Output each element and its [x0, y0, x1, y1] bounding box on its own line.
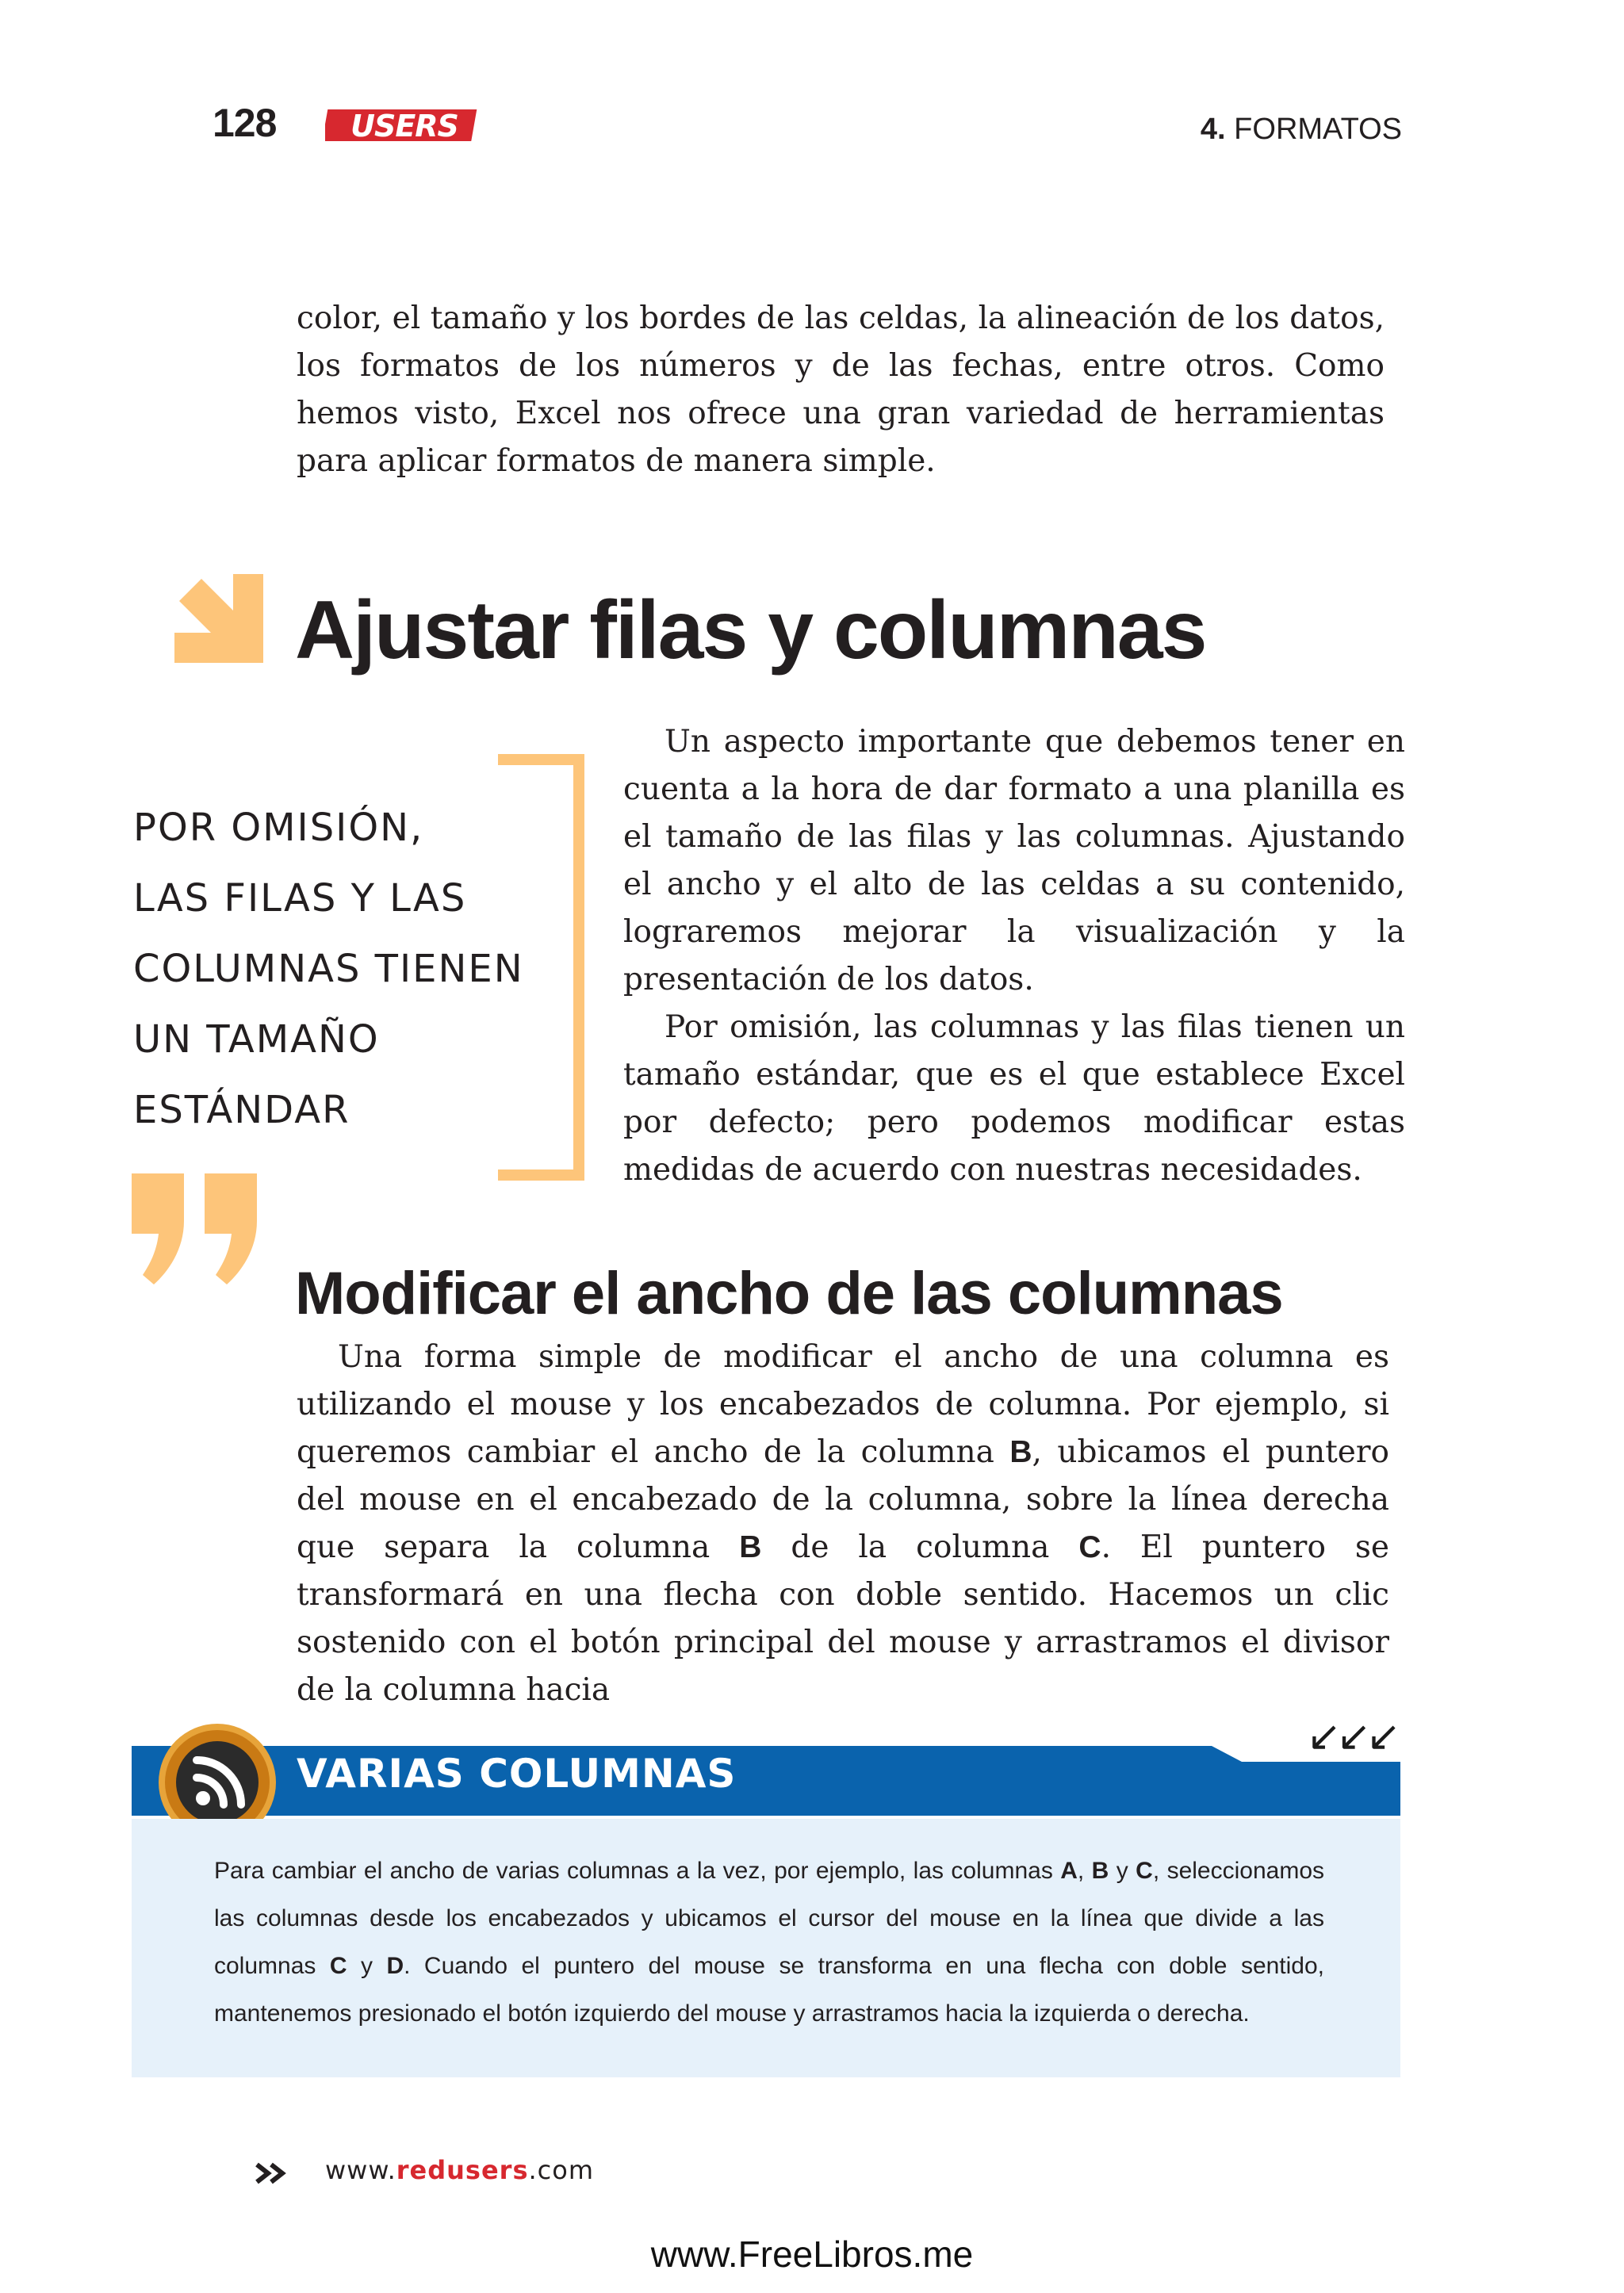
pullquote-line: ESTÁNDAR	[133, 1088, 350, 1132]
pullquote-line: UN TAMAÑO	[133, 1017, 380, 1062]
pullquote-line: LAS FILAS Y LAS	[133, 876, 467, 921]
chapter-label	[1201, 113, 1402, 147]
intro-text: color, el tamaño y los bordes de las celdas, la alineación de los datos, los formatos de los números y de las fechas, entre otros. Como hemos visto, Excel nos ofrece una gran variedad de herramientas para aplicar formatos de manera simple.	[297, 301, 1385, 479]
quote-mark-icon	[132, 1173, 260, 1286]
infobox-title: VARIAS COLUMNAS	[297, 1751, 737, 1797]
page-number: 128	[213, 101, 277, 145]
column-a-ref: A	[1060, 1858, 1078, 1884]
column-b-ref: B	[1091, 1858, 1109, 1884]
infobox-text	[214, 1847, 1324, 2038]
pullquote-line: COLUMNAS TIENEN	[133, 947, 524, 991]
infobox-arrows-icon: ↙↙↙	[1307, 1713, 1396, 1760]
pullquote-bracket	[498, 753, 585, 1181]
column-c-ref: C	[329, 1953, 347, 1979]
subsection-heading: Modificar el ancho de las columnas	[295, 1260, 1283, 1327]
svg-text:USERS: USERS	[350, 109, 458, 144]
section-paragraph-1: Un aspecto importante que debemos tener en cuenta a la hora de dar formato a una planilla es el tamaño de las filas y las columnas. Ajustando el ancho y el alto de las celdas a su contenido, lograremos mejorar la visualización y la presentación de los datos.	[623, 724, 1405, 997]
intro-paragraph	[297, 295, 1385, 485]
section-body	[623, 718, 1405, 1194]
column-c-ref: C	[1136, 1858, 1153, 1884]
section-heading: Ajustar filas y columnas	[295, 584, 1206, 676]
subsection-body	[297, 1334, 1389, 1714]
watermark-url[interactable]: www.FreeLibros.me	[650, 2234, 974, 2275]
column-c-ref: C	[1078, 1530, 1101, 1564]
column-b-ref: B	[1009, 1435, 1032, 1469]
pullquote	[133, 793, 546, 1146]
brand-logo	[325, 106, 481, 144]
chapter-number: 4.	[1200, 113, 1226, 146]
section-paragraph-2: Por omisión, las columnas y las filas tienen un tamaño estándar, que es el que establece Excel por defecto; pero podemos modificar estas medidas de acuerdo con nuestras necesidades.	[623, 1009, 1405, 1188]
chapter-title: FORMATOS	[1234, 113, 1402, 146]
subsection-paragraph: Una forma simple de modificar el ancho de una columna es utilizando el mouse y los encabezados de columna. Por ejemplo, si queremos cambiar el ancho de la columna B, ubicamos el puntero del mouse en el encabezado de la columna, sobre la línea derecha que separa la columna B de la columna C. El puntero se transformará en una flecha con doble sentido. Hacemos un clic sostenido con el botón principal del mouse y arrastramos el divisor de la columna hacia	[297, 1339, 1390, 1708]
column-d-ref: D	[386, 1953, 404, 1979]
pullquote-line: POR OMISIÓN,	[133, 806, 424, 850]
infobox-paragraph: Para cambiar el ancho de varias columnas a la vez, por ejemplo, las columnas A, B y C, seleccionamos las columnas desde los encabezados y ubicamos el cursor del mouse en la línea que divide a las columnas C y D. Cuando el puntero del mouse se transforma en una flecha con doble sentido, mantenemos presionado el botón izquierdo del mouse y arrastramos hacia la izquierda o derecha.	[214, 1858, 1325, 2027]
footer-url-link[interactable]: www.redusers.com	[325, 2155, 595, 2185]
double-chevron-right-icon	[254, 2161, 289, 2185]
arrow-down-right-icon	[174, 574, 263, 663]
column-b-ref: B	[739, 1530, 762, 1564]
